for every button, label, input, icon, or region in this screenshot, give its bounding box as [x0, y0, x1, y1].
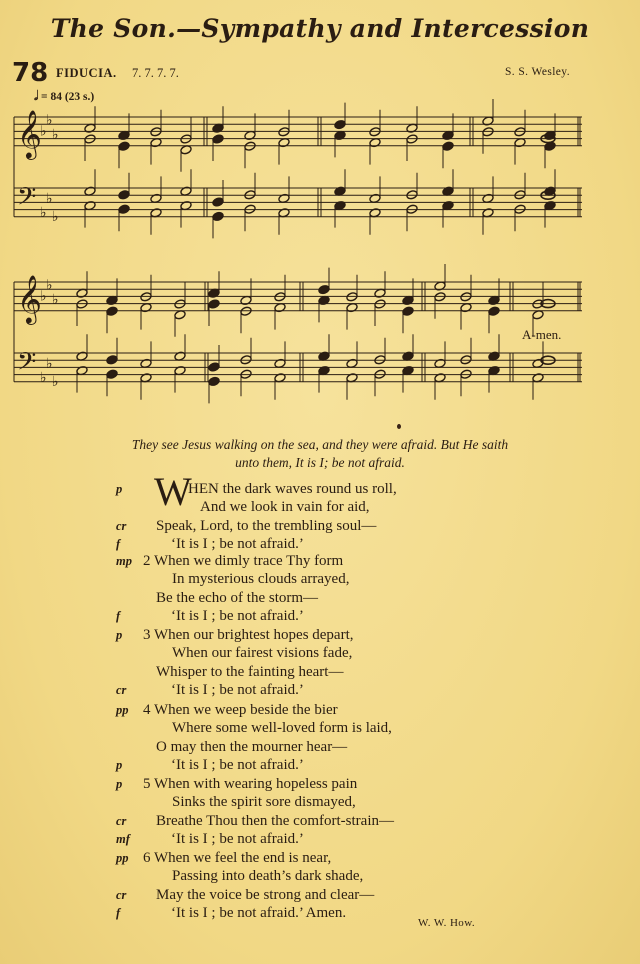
stanza-line — [0, 720, 640, 738]
lyric-text: 4 When we weep beside the bier — [143, 702, 338, 718]
dynamic-marking: f — [116, 905, 121, 920]
page-title: The Son.—Sympathy and Intercession — [50, 14, 590, 43]
flat-icon: ♭ — [40, 205, 47, 222]
dynamic-marking: p — [116, 482, 123, 496]
note-head — [208, 299, 220, 309]
note-head — [106, 355, 118, 365]
lyric-text: Where some well-loved form is laid, — [172, 720, 392, 737]
flat-icon: ♭ — [46, 112, 53, 129]
scripture-line-2: unto them, It is I; be not afraid. — [235, 455, 405, 470]
stanza-line — [0, 794, 640, 812]
lyric-text: May the voice be strong and clear— — [156, 886, 375, 903]
stanza-line — [0, 645, 640, 663]
stanza-line — [0, 831, 640, 849]
note-head — [118, 190, 130, 200]
lyric-text: Be the echo of the storm— — [156, 589, 319, 606]
stanza-line — [0, 518, 640, 536]
lyric-text: 2 When we dimly trace Thy form — [143, 553, 344, 569]
note-head — [208, 376, 220, 386]
scripture-line-1: They see Jesus walking on the sea, and they were afraid. But He saith — [131, 437, 509, 452]
tune-name: FIDUCIA. — [56, 66, 117, 80]
stanza-line — [0, 571, 640, 589]
amen-label: A-men. — [522, 327, 562, 342]
dynamic-marking: mp — [116, 554, 132, 568]
tempo-value: = 84 (23 s.) — [41, 91, 95, 103]
lyric-text: 5 When with wearing hopeless pain — [143, 776, 358, 792]
flat-icon: ♭ — [40, 288, 47, 305]
stanza-line — [0, 536, 640, 554]
lyric-text: And we look in vain for aid, — [200, 499, 370, 516]
lyric-text: ‘It is I ; be not afraid.’ Amen. — [171, 904, 347, 921]
lyric-text: Speak, Lord, to the trembling soul— — [156, 517, 377, 534]
note-head — [208, 362, 220, 372]
note-head — [212, 197, 224, 207]
scripture-text — [40, 436, 600, 472]
dynamic-marking: pp — [116, 703, 129, 717]
stanza-line — [0, 757, 640, 775]
note-head — [106, 306, 118, 316]
stanza-line — [0, 608, 640, 626]
stanza-line — [0, 813, 640, 831]
lyric-text: ‘It is I ; be not afraid.’ — [171, 756, 304, 773]
note-head — [402, 306, 414, 316]
lyric-text: ‘It is I ; be not afraid.’ — [171, 535, 304, 552]
stanza-line — [0, 664, 640, 682]
note-head — [118, 141, 130, 151]
lyric-text: In mysterious clouds arrayed, — [172, 571, 350, 588]
stanza-line — [0, 887, 640, 905]
dynamic-marking: cr — [116, 813, 127, 828]
composer: S. S. Wesley. — [505, 66, 570, 78]
bass-clef-icon: 𝄢 — [17, 182, 37, 218]
meter: 7. 7. 7. 7. — [132, 66, 179, 80]
lyric-text: Breathe Thou then the comfort-strain— — [156, 812, 394, 829]
drop-cap: W — [154, 469, 192, 514]
music-score — [0, 0, 640, 420]
stanza-line — [0, 905, 640, 923]
lyric-text: O may then the mourner hear— — [156, 738, 348, 755]
flat-icon: ♭ — [40, 123, 47, 140]
dynamic-marking: cr — [116, 518, 127, 533]
stanza-line — [0, 499, 640, 517]
note-head — [442, 141, 454, 151]
dynamic-marking: f — [116, 536, 121, 551]
bass-clef-icon: 𝄢 — [17, 347, 37, 383]
flat-icon: ♭ — [46, 277, 53, 294]
stanza-line — [0, 702, 640, 720]
note-head — [212, 134, 224, 144]
lyric-text: HEN the dark waves round us roll, — [188, 481, 397, 497]
dynamic-marking: f — [116, 608, 121, 623]
lyric-text: ‘It is I ; be not afraid.’ — [171, 830, 304, 847]
half-note-icon: 𝅗𝅥 — [34, 88, 39, 103]
note-head — [334, 119, 346, 129]
lyric-text: 3 When our brightest hopes depart, — [143, 627, 354, 643]
dynamic-marking: cr — [116, 682, 127, 697]
flat-icon: ♭ — [40, 370, 47, 387]
dynamic-marking: p — [116, 628, 123, 642]
note-head — [318, 284, 330, 294]
treble-clef-icon: 𝄞 — [17, 273, 42, 323]
flat-icon: ♭ — [46, 190, 53, 207]
lyric-text: Passing into death’s dark shade, — [172, 868, 364, 885]
dynamic-marking: pp — [116, 851, 129, 865]
stanza-line — [0, 481, 640, 499]
flat-icon: ♭ — [52, 292, 59, 308]
lyric-text: ‘It is I ; be not afraid.’ — [171, 681, 304, 698]
treble-clef-icon: 𝄞 — [17, 108, 42, 158]
lyric-text: 6 When we feel the end is near, — [143, 850, 332, 866]
dynamic-marking: p — [116, 777, 123, 791]
stanza-line — [0, 776, 640, 794]
ink-blot — [397, 424, 401, 429]
stanza-line — [0, 553, 640, 571]
lyric-text: Sinks the spirit sore dismayed, — [172, 794, 356, 811]
flat-icon: ♭ — [46, 355, 53, 372]
stanza-line — [0, 868, 640, 886]
lyric-text: ‘It is I ; be not afraid.’ — [171, 607, 304, 624]
stanza-line — [0, 627, 640, 645]
dynamic-marking: mf — [116, 831, 130, 846]
note-head — [212, 211, 224, 221]
flat-icon: ♭ — [52, 127, 59, 143]
stanza-line — [0, 739, 640, 757]
flat-icon: ♭ — [52, 208, 59, 225]
hymn-number: 78 — [12, 58, 49, 88]
lyric-text: Whisper to the fainting heart— — [156, 663, 344, 680]
dynamic-marking: p — [116, 757, 123, 772]
note-head — [488, 306, 500, 316]
stanza-line — [0, 590, 640, 608]
stanza-line — [0, 682, 640, 700]
dynamic-marking: cr — [116, 887, 127, 902]
flat-icon: ♭ — [52, 373, 59, 390]
note-head — [118, 204, 130, 214]
note-head — [106, 369, 118, 379]
stanza-line — [0, 850, 640, 868]
lyric-text: When our fairest visions fade, — [172, 645, 353, 662]
author: W. W. How. — [418, 917, 475, 929]
